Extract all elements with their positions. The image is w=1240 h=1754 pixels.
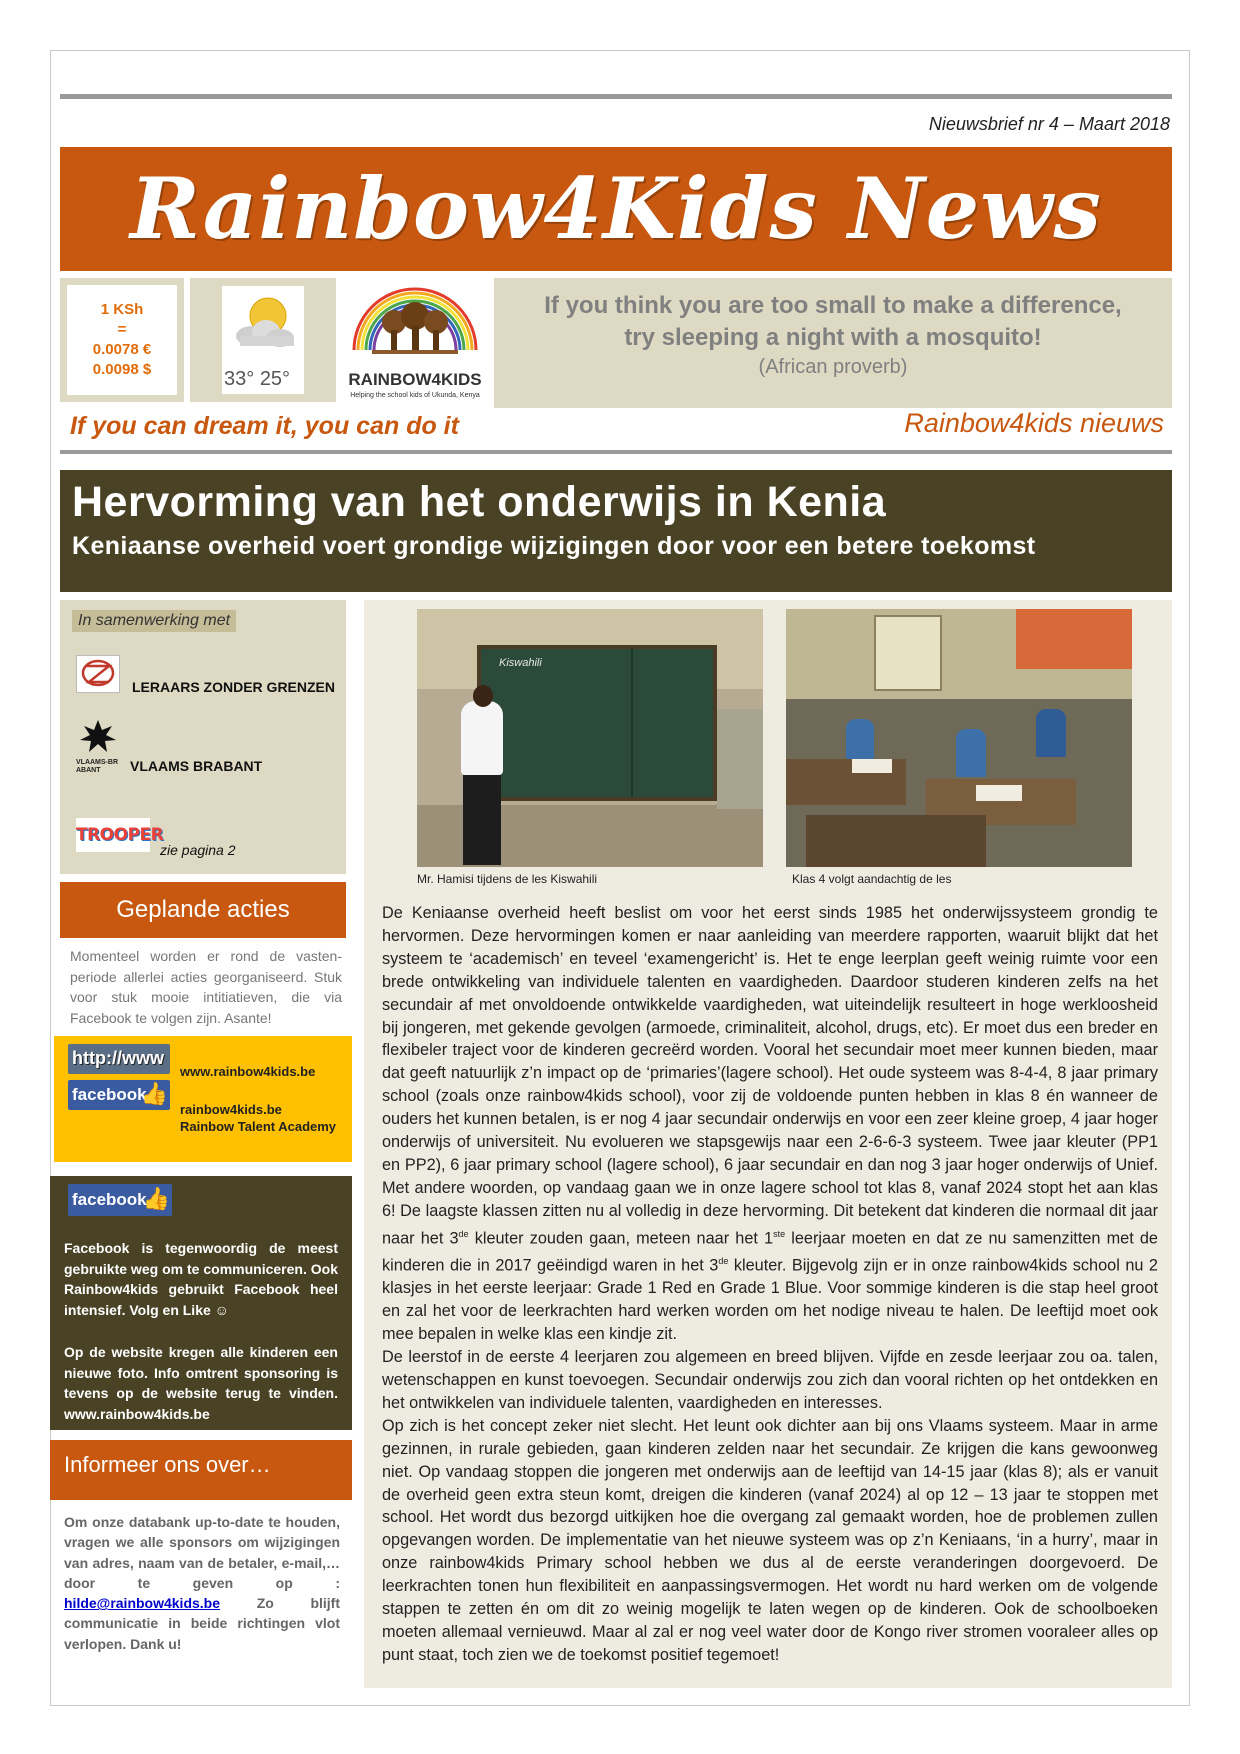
headline-title: Hervorming van het onderwijs in Kenia: [72, 478, 887, 526]
website-chip: [68, 1044, 170, 1074]
facebook-chip: [68, 1080, 170, 1110]
issue-number: Nieuwsbrief nr 4 – Maart 2018: [928, 114, 1170, 134]
planned-text: Momenteel worden er rond de vasten-periode allerlei acties georganiseerd. Stuk voor stuk mooie intitiatieven, die via Facebook te volgen zijn. Asante!: [70, 948, 342, 1026]
weather-temps: [224, 368, 290, 391]
weather-high: 33°: [224, 368, 255, 390]
logo-caption: Helping the school kids of Ukunda, Kenya: [350, 392, 480, 399]
top-rule: [60, 94, 1172, 99]
thumbs-up-icon: 👍: [140, 1081, 168, 1106]
currency-line-1: 1 KSh: [100, 301, 144, 318]
inform-text-2: Zo blijft communicatie in beide richtingen vlot verlopen. Dank u!: [64, 1595, 340, 1652]
leraars-zonder-grenzen-logo: [76, 655, 120, 693]
facebook-chip-text: facebook: [72, 1085, 147, 1104]
currency-line-2: =: [117, 321, 127, 338]
partners-tag: In samenwerking met: [72, 610, 236, 632]
sun-behind-cloud-icon: [222, 290, 304, 360]
facebook-badge-text: facebook: [72, 1190, 147, 1209]
contact-email-link[interactable]: hilde@rainbow4kids.be: [64, 1595, 221, 1612]
facebook-thumbs-up-icon: 👍: [142, 1186, 170, 1211]
facebook-box: [50, 1176, 352, 1430]
proverb-box: [494, 278, 1172, 408]
vlaams-brabant-logo: [76, 718, 120, 774]
headline-banner: [60, 470, 1172, 592]
trooper-logo: [76, 818, 164, 852]
article-paragraph-3: Op zich is het concept zeker niet slecht. Het leunt ook dichter aan bij ons Vlaams systeem. Maar in arme gezinnen, in rurale gebieden, gaan kinderen zelden naar het secundair. Ze krijgen die kans gewoonweg niet. Op vandaag stoppen die jongeren met onderwijs aan de leeftijd van 14-15 jaar (klas 8); als er vanuit de overheid geen extra steun komt, dreigen die kinderen (vanaf 2024) al op 12 – 13 jaar te stoppen met school. Het wordt dus bezorgd uitkijken hoe die overgang zal gemaakt worden, hoe de problemen zullen opgevangen worden. De implementatie van het nieuwe systeem was op z’n Keniaans, ‘in a hurry’, maar in onze rainbow4kids Primary school hebben we dus al de eerste veranderingen doorgevoerd. De leerkrachten tonen hun flexibiliteit en aanpassingsvermogen. Het wordt nu hard werken om de volgende stappen te zetten én om dit zo weinig mogelijk te laten wegen op de kinderen. Ook de schoolboeken moeten allemaal vernieuwd. Maar al zal er nog veel water door de Kongo river stromen vooraleer alles op punt staat, toch zien we de toekomst positief tegemoet!: [382, 1416, 1158, 1664]
links-box: [54, 1036, 352, 1162]
article-paragraph-2: De leerstof in de eerste 4 leerjaren zou algemeen en breed blijven. Vijfde en zesde leerjaar zou oa. talen, wetenschappen en kunst toevoegen. Secundair onderwijs zou zich dan vooral richten op het ontdekken en het ontwikkelen van individuele talenten, vaardigheden en interesses.: [382, 1348, 1158, 1412]
partners-box: [60, 600, 346, 874]
motto: If you can dream it, you can do it: [70, 412, 459, 440]
planned-heading: Geplande acties: [60, 882, 346, 938]
masthead-banner: [60, 147, 1172, 271]
inform-heading: Informeer ons over…: [50, 1440, 352, 1500]
rainbow4kids-logo: [342, 272, 488, 408]
logo-wordmark: RAINBOW4KIDS: [348, 370, 482, 389]
inform-text-1: Om onze databank up-to-date te houden, vragen we alle sponsors om wijzigingen van adres, naam van de betaler, e-mail,… door te geven op :: [64, 1514, 340, 1591]
chalkboard: [477, 645, 717, 801]
facebook-badge: [68, 1184, 172, 1216]
classroom-photo: [786, 609, 1132, 867]
trooper-logo-text: TROOPER: [76, 825, 164, 845]
article-body: [382, 902, 1158, 1667]
facebook-paragraph-2: Op de website kregen alle kinderen een nieuwe foto. Info omtrent sponsoring is tevens op de website terug te vinden. www.rainbow4kids.be: [64, 1344, 338, 1422]
header-rule: [60, 450, 1172, 454]
photo-caption-2: Klas 4 volgt aandachtig de les: [792, 872, 952, 886]
proverb-source: (African proverb): [758, 356, 908, 378]
proverb-line-2: try sleeping a night with a mosquito!: [624, 324, 1042, 351]
proverb-line-1: If you think you are too small to make a difference,: [544, 292, 1122, 319]
rainbow-baobab-logo-icon: [342, 278, 488, 368]
partner-name-2: VLAAMS BRABANT: [130, 758, 263, 774]
website-chip-text: http://www: [72, 1048, 164, 1068]
teacher-photo: [417, 609, 763, 867]
currency-line-3: 0.0078 €: [92, 341, 152, 358]
article-paragraph-1: De Keniaanse overheid heeft beslist om voor het eerst sinds 1985 het onderwijssysteem grondig te hervormen. Deze hervormingen komen er naar aanleiding van meerdere rapporten, waaruit blijkt dat het systeem te ‘academisch’ en teveel ‘examengericht’ is. Het te enge leerplan geeft weinig ruimte voor een brede ontwikkeling van individuele talenten en vaardigheden. Daardoor studeren kinderen zelfs na het secundair af met onvoldoende ontwikkelde vaardigheden, wat uiteindelijk resulteert in hoge werkloosheid bij jongeren, met gekende gevolgen (armoede, criminaliteit, alcohol, drugs, etc). Er moet dus een breder en flexibeler traject voor de kinderen gecreërd worden. Vooral het secundair moet meer kunnen bieden, maar dat geeft natuurlijk z’n impact op de ‘primaries’(lagere school). Het oude systeem was 8-4-4, 8 jaar primary school (zoals onze rainbow4kids school), voor zij de voldoende punten hebben in klas 8 én wanneer de ouders het kunnen betalen, is er nog 4 jaar secundair onderwijs en voor een zeer kleine groep, 4 jaar hoger onderwijs of universiteit. Nu evolueren we stapsgewijs naar een 2-6-6-3 systeem. Twee jaar kleuter (PP1 en PP2), 6 jaar primary school (lagere school), 6 jaar secundair en dan nog 3 jaar hoger onderwijs of Unief. Met andere woorden, op vandaag gaan we in onze lagere school tot klas 8, vanaf 2024 stopt het aan klas 6! De laagste klassen zitten nu al volledig in deze hervorming. Dit betekent dat kinderen die normaal dit jaar naar het 3de kleuter zouden gaan, meteen naar het 1ste leerjaar moeten en dat ze nu samenzitten met de kinderen die in 2017 geëindigd waren in het 3de kleuter. Bijgevolg zijn er in onze rainbow4kids school nu 2 klasjes in het eerste leerjaar: Grade 1 Red en Grade 1 Blue. Voor sommige kinderen is die stap heel groot en zal het voor de leerkrachten hard werken worden om het nodige niveau te halen. De leeftijd moet ook mee bepalen in welke klas een kindje zit.: [382, 904, 1158, 1344]
weather-low: 25°: [259, 368, 291, 390]
masthead-title: Rainbow4Kids News: [130, 159, 1102, 258]
smiley-icon: ☺: [214, 1301, 229, 1318]
weather-box: [190, 278, 336, 402]
partner-name-3: zie pagina 2: [160, 842, 236, 858]
facebook-group-link[interactable]: Rainbow Talent Academy: [180, 1119, 337, 1134]
facebook-page-link[interactable]: rainbow4kids.be: [180, 1102, 282, 1117]
headline-subtitle: Keniaanse overheid voert grondige wijzigingen door voor een betere toekomst: [72, 532, 1036, 560]
teacher-figure: [461, 701, 503, 775]
website-link[interactable]: www.rainbow4kids.be: [180, 1064, 316, 1079]
photo-caption-1: Mr. Hamisi tijdens de les Kiswahili: [417, 872, 598, 886]
currency-box: [60, 278, 184, 402]
section-label: Rainbow4kids nieuws: [904, 408, 1164, 438]
vlaams-brabant-logo-text: VLAAMS-BRABANT: [76, 759, 118, 774]
inform-text: [64, 1512, 340, 1654]
chalkboard-text: Kiswahili: [499, 657, 542, 669]
article-column: [364, 600, 1172, 1688]
partner-name-1: LERAARS ZONDER GRENZEN: [132, 679, 336, 695]
facebook-paragraph-1: Facebook is tegenwoordig de meest gebruikte weg om te communiceren. Ook Rainbow4kids gebruikt Facebook heel intensief. Volg en Like: [64, 1240, 338, 1318]
currency-line-4: 0.0098 $: [92, 361, 152, 378]
